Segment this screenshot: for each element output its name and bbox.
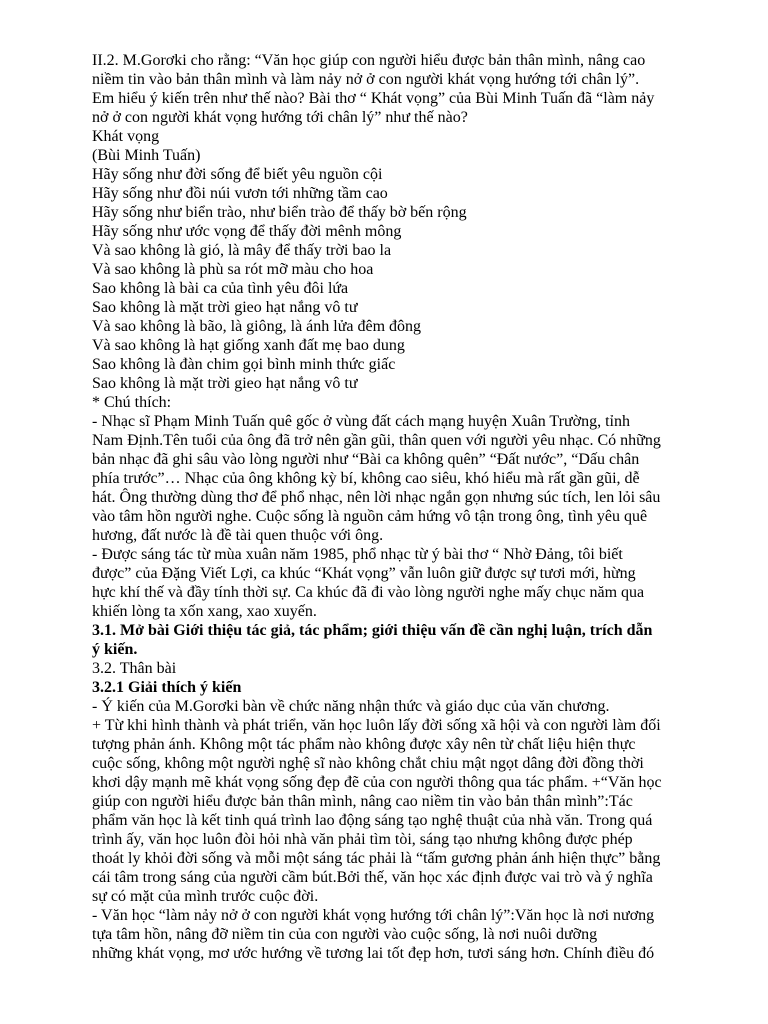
text-line: sự có mặt của mình trước cuộc đời. [92, 888, 319, 905]
text-line: tựa tâm hồn, nâng đỡ niềm tin của con người vào cuộc sống, là nơi nuôi dưỡng [92, 926, 598, 943]
heading-line: 3.1. Mở bài Giới thiệu tác giả, tác phẩm; giới thiệu vấn đề cần nghị luận, trích dẫn [92, 622, 653, 639]
text-line: Và sao không là phù sa rót mỡ màu cho hoa [92, 261, 374, 278]
text-line: - Được sáng tác từ mùa xuân năm 1985, phổ nhạc từ ý bài thơ “ Nhờ Đảng, tôi biết [92, 546, 623, 563]
text-line: Hãy sống như đồi núi vươn tới những tầm cao [92, 185, 388, 202]
heading-line: ý kiến. [92, 641, 138, 658]
text-line: Hãy sống như biển trào, như biển trào để thấy bờ bến rộng [92, 204, 467, 221]
text-line: vào tâm hồn người nghe. Cuộc sống là nguồn cảm hứng vô tận trong ông, tình yêu quê [92, 508, 648, 525]
text-line: Khát vọng [92, 128, 160, 145]
text-line: Sao không là mặt trời gieo hạt nắng vô tư [92, 375, 358, 392]
text-line: Hãy sống như đời sống để biết yêu nguồn cội [92, 166, 383, 183]
text-line: phẩm văn học là kết tinh quá trình lao động sáng tạo nghệ thuật của nhà văn. Trong quá [92, 812, 653, 829]
document-page [92, 51, 718, 963]
text-line: khiến lòng ta xốn xang, xao xuyến. [92, 603, 317, 620]
heading-line: 3.2.1 Giải thích ý kiến [92, 679, 242, 696]
text-line: Em hiểu ý kiến trên như thế nào? Bài thơ “ Khát vọng” của Bùi Minh Tuấn đã “làm nảy [92, 90, 655, 107]
text-line: được” của Đặng Viết Lợi, ca khúc “Khát vọng” vẫn luôn giữ được sự tươi mới, hừng [92, 565, 636, 582]
text-line: Sao không là mặt trời gieo hạt nắng vô tư [92, 299, 358, 316]
text-line: Và sao không là hạt giống xanh đất mẹ bao dung [92, 337, 405, 354]
text-line: - Ý kiến của M.Gorơki bàn về chức năng nhận thức và giáo dục của văn chương. [92, 698, 610, 715]
text-line: niềm tin vào bản thân mình và làm nảy nở ở con người khát vọng hướng tới chân lý”. [92, 71, 640, 88]
text-line: Hãy sống như ước vọng để thấy đời mênh mông [92, 223, 402, 240]
text-line: II.2. M.Gorơki cho rằng: “Văn học giúp con người hiểu được bản thân mình, nâng cao [92, 52, 646, 69]
text-line: Và sao không là gió, là mây để thấy trời bao la [92, 242, 392, 259]
text-line: hát. Ông thường dùng thơ để phổ nhạc, nên lời nhạc ngắn gọn nhưng súc tích, len lỏi sâu [92, 489, 661, 506]
text-line: Sao không là đàn chim gọi bình minh thức giấc [92, 356, 396, 373]
text-line: Nam Định.Tên tuổi của ông đã trở nên gần gũi, thân quen với người yêu nhạc. Có những [92, 432, 661, 449]
text-line: Sao không là bài ca của tình yêu đôi lứa [92, 280, 349, 297]
text-line: cái tâm trong sáng của người cầm bút.Bởi thế, văn học xác định được vai trò và ý nghĩa [92, 869, 653, 886]
text-line: (Bùi Minh Tuấn) [92, 147, 201, 164]
text-line: cuộc sống, không một người nghệ sĩ nào không chắt chiu mật ngọt dâng đời đồng thời [92, 755, 644, 772]
text-line: bản nhạc đã ghi sâu vào lòng người như “Bài ca không quên” “Đất nước”, “Dấu chân [92, 451, 640, 468]
text-line: trình ấy, văn học luôn đòi hỏi nhà văn phải tìm tòi, sáng tạo nhưng không được phép [92, 831, 633, 848]
text-line: - Văn học “làm nảy nở ở con người khát vọng hướng tới chân lý”:Văn học là nơi nương [92, 907, 655, 924]
text-line: nở ở con người khát vọng hướng tới chân lý” như thế nào? [92, 109, 468, 126]
text-line: phía trước”… Nhạc của ông không kỳ bí, không cao siêu, khó hiểu mà rất gần gũi, dễ [92, 470, 640, 487]
text-line: hực khí thế và đầy tính thời sự. Ca khúc đã đi vào lòng người nghe mấy chục năm qua [92, 584, 645, 601]
text-line: - Nhạc sĩ Phạm Minh Tuấn quê gốc ở vùng đất cách mạng huyện Xuân Trường, tỉnh [92, 413, 630, 430]
text-line: những khát vọng, mơ ước hướng về tương lai tốt đẹp hơn, tươi sáng hơn. Chính điều đó [92, 945, 655, 962]
text-line: * Chú thích: [92, 394, 172, 411]
text-line: 3.2. Thân bài [92, 660, 177, 677]
text-line: tượng phản ánh. Không một tác phẩm nào không được xây nên từ chất liệu hiện thực [92, 736, 636, 753]
text-line: hương, đất nước là đề tài quen thuộc với ông. [92, 527, 384, 544]
text-line: khơi dậy mạnh mẽ khát vọng sống đẹp đẽ của con người thông qua tác phẩm. +“Văn học [92, 774, 662, 791]
text-line: + Từ khi hình thành và phát triển, văn học luôn lấy đời sống xã hội và con người làm đối [92, 717, 661, 734]
text-line: Và sao không là bão, là giông, là ánh lửa đêm đông [92, 318, 422, 335]
text-line: thoát ly khỏi đời sống và mỗi một sáng tác phải là “tấm gương phản ánh hiện thực” bằng [92, 850, 661, 867]
text-line: giúp con người hiểu được bản thân mình, nâng cao niềm tin vào bản thân mình”:Tác [92, 793, 633, 810]
